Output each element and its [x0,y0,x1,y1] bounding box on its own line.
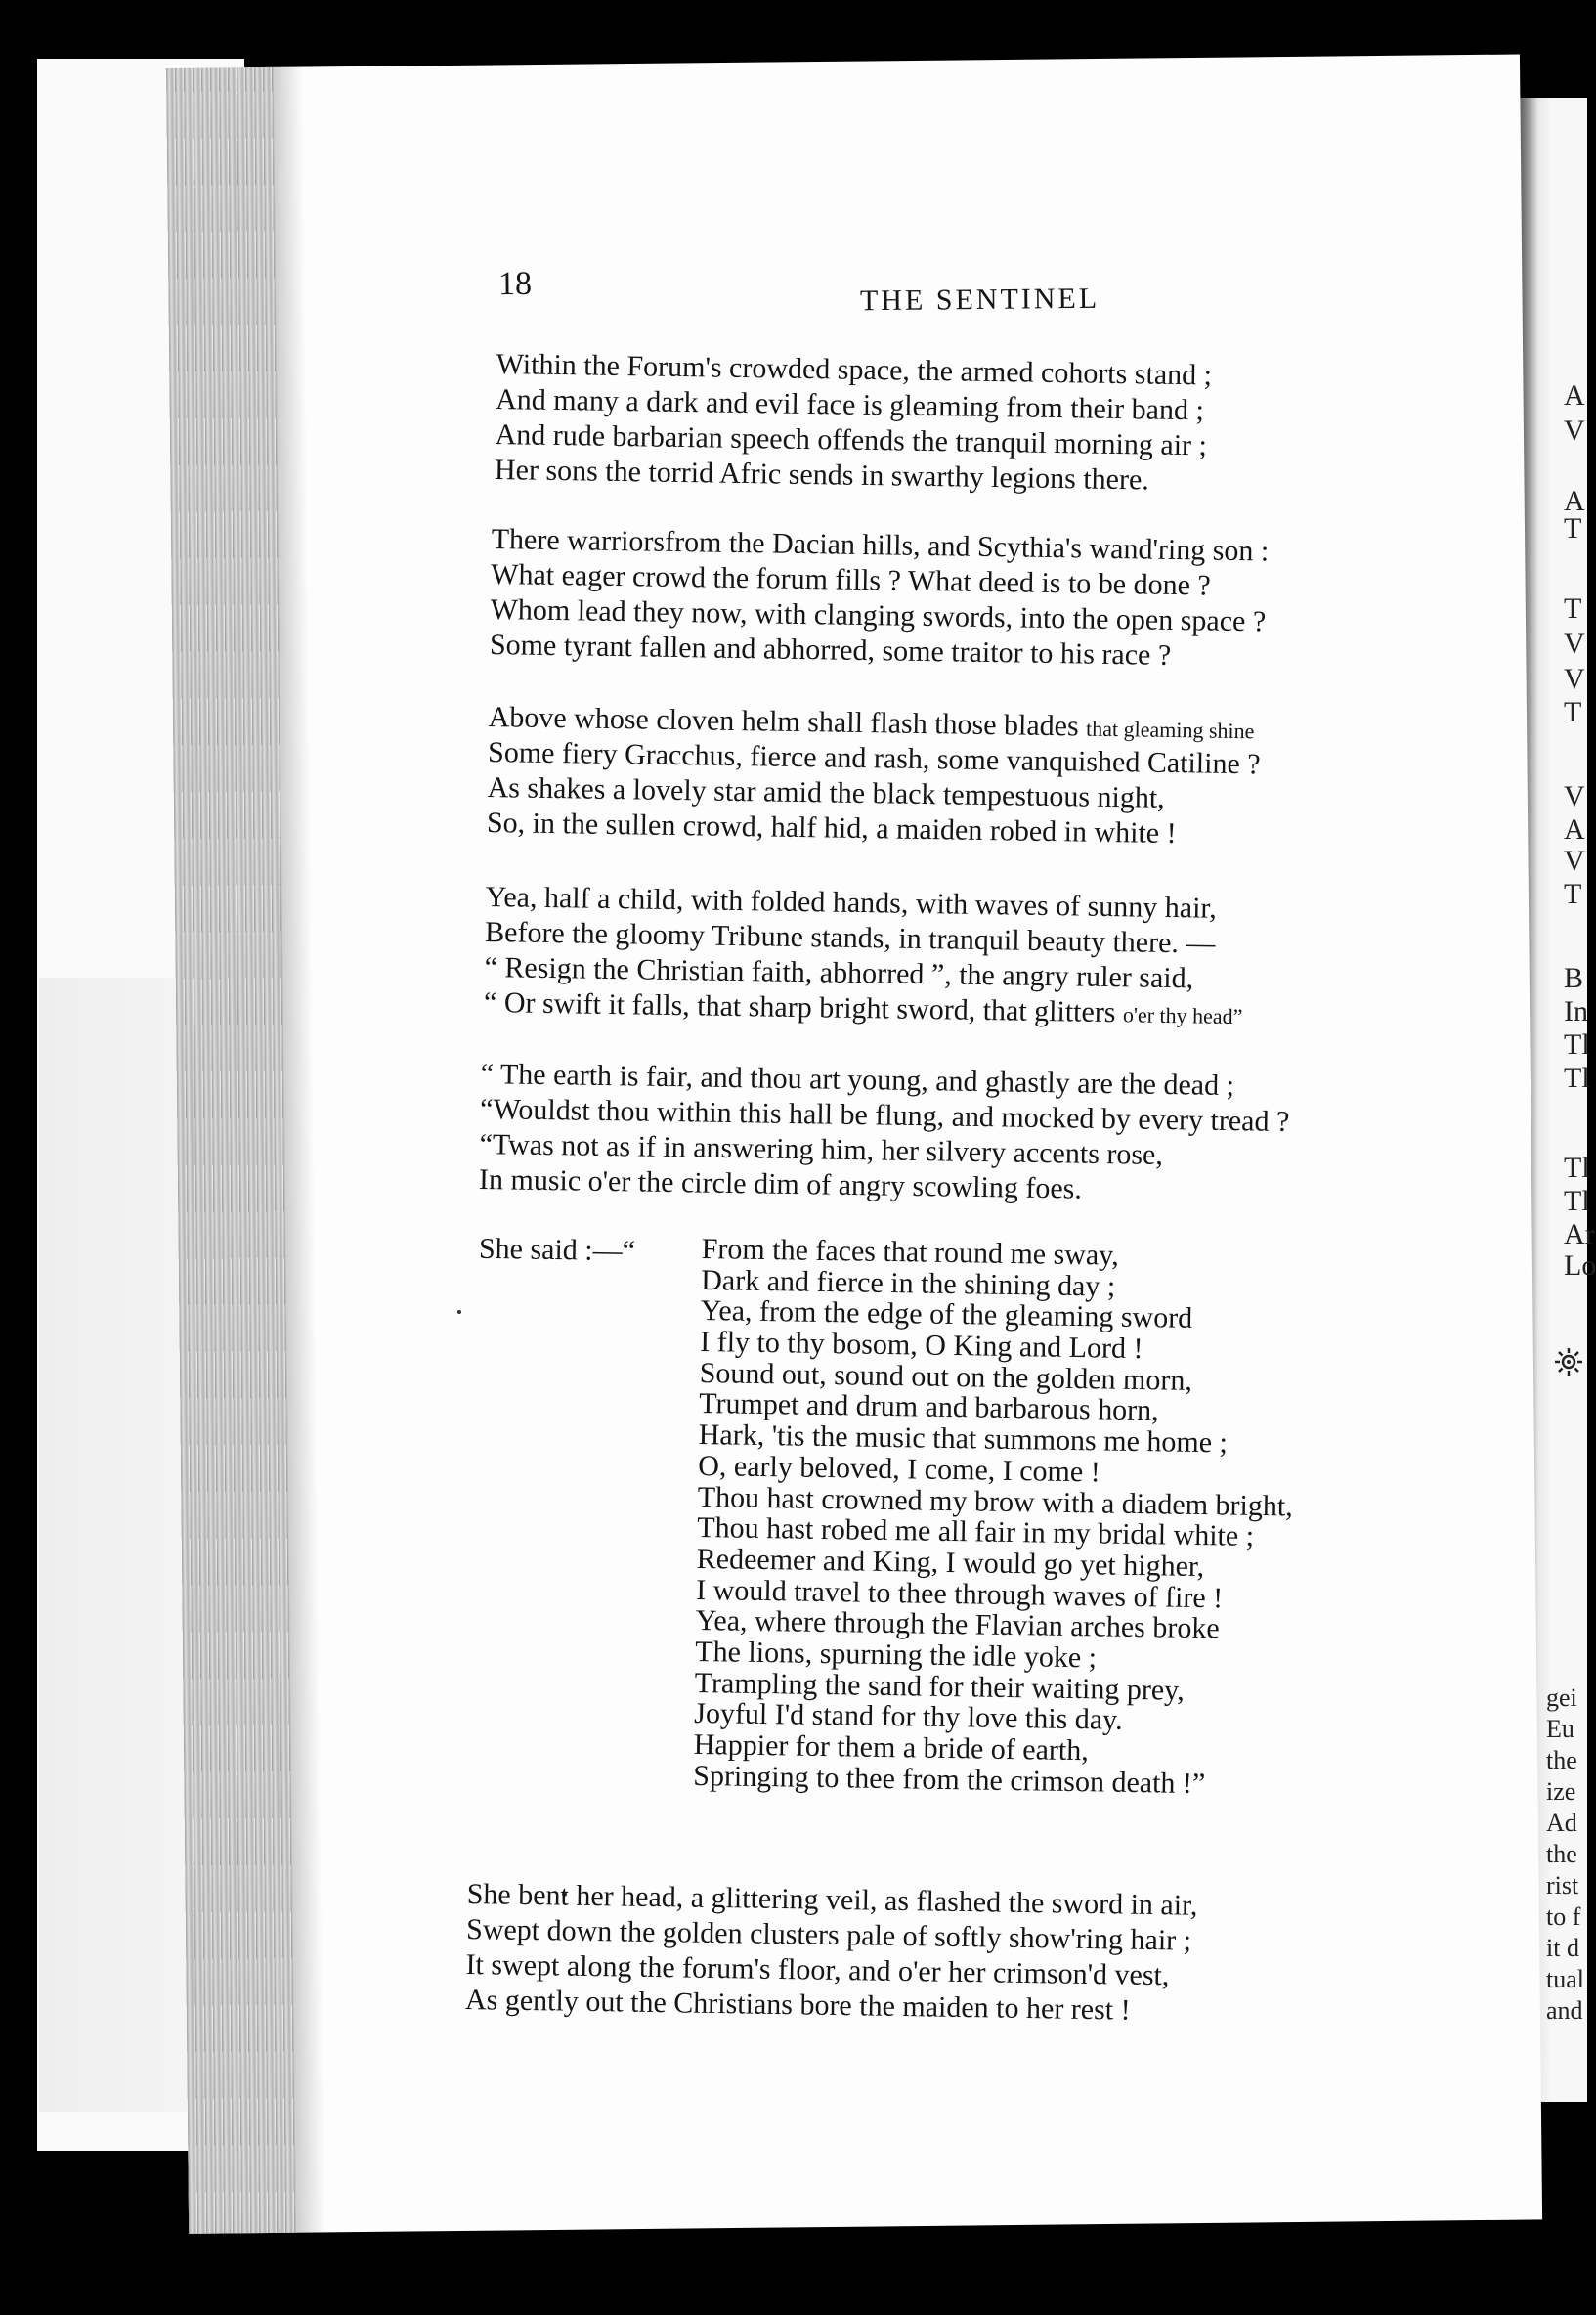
poem-line-text: Above whose cloven helm shall flash those blades [488,700,1079,743]
poem-line: In music o'er the circle dim of angry scowling foes. [478,1162,1083,1205]
speech-intro: She said :—“ [478,1232,636,1268]
poem-line: I fly to thy bosom, O King and Lord ! [700,1326,1143,1366]
facing-page-fragment: V [1564,628,1585,660]
page-number: 18 [497,265,533,303]
facing-page-fragment: T [1564,696,1582,728]
poem-line: Joyful I'd stand for thy love this day. [694,1697,1123,1737]
facing-page-fragment: Lo [1564,1249,1596,1282]
facing-page-fragment: Ad [1546,1809,1577,1837]
poem-line: There warriorsfrom the Dacian hills, and Scythia's wand'ring son : [491,522,1270,568]
ink-speck [457,1310,461,1314]
facing-page-fragment: T [1564,878,1582,910]
poem-line: “Twas not as if in answering him, her silvery accents rose, [479,1127,1164,1171]
poem-line: And rude barbarian speech offends the tranquil morning air ; [495,417,1208,462]
poem-line-text: “ Or swift it falls, that sharp bright sword, that glitters [483,985,1116,1029]
facing-page-fragment: Tl [1564,1062,1590,1094]
facing-page-fragment: A [1564,485,1585,517]
poem-line: Whom lead they now, with clanging swords, into the open space ? [490,592,1267,638]
facing-page-fragment: tual [1546,1965,1584,1993]
poem-line: Some fiery Gracchus, fierce and rash, some vanquished Catiline ? [487,735,1261,781]
facing-page-fragment: V [1564,415,1585,447]
poem-line: What eager crowd the forum fills ? What deed is to be done ? [490,557,1211,602]
facing-page-fragment: Tl [1564,1185,1590,1217]
poem-line: “ The earth is fair, and thou art young, and ghastly are the dead ; [480,1057,1235,1103]
poem-line: Springing to thee from the crimson death !” [693,1759,1206,1800]
poem-line: She bent her head, a glittering veil, as flashed the sword in air, [466,1877,1198,1922]
poem-line: From the faces that round me sway, [701,1233,1120,1272]
poem-line-small-text: that gleaming shine [1085,716,1255,744]
poem-line: “ Resign the Christian faith, abhorred ”, the angry ruler said, [484,950,1194,995]
facing-page-fragment: Eu [1546,1715,1574,1743]
poem-line: Sound out, sound out on the golden morn, [699,1356,1193,1397]
poem-line: Dark and fierce in the shining day ; [700,1263,1116,1303]
poem-line: “Wouldst thou within this hall be flung, and mocked by every tread ? [479,1092,1290,1139]
stanza-4 [484,880,1245,1032]
stanza-5 [479,1057,1290,1210]
poem-line: The lions, spurning the idle yoke ; [695,1635,1098,1675]
facing-page-fragment: B [1564,962,1584,994]
facing-page-fragment: A [1564,379,1585,412]
poem-line: Yea, where through the Flavian arches broke [695,1604,1220,1645]
facing-page-fragment: rist [1546,1871,1579,1900]
poem-line: Hark, 'tis the music that summons me home ; [698,1419,1229,1460]
facing-page-fragment: Tl [1564,1028,1590,1061]
poem-line: Trampling the sand for their waiting prey, [694,1666,1186,1707]
facing-page-fragment: and [1546,1996,1583,2025]
facing-page-fragment: it d [1546,1934,1579,1962]
stanza-3 [487,700,1262,852]
poem-line: It swept along the forum's floor, and o'er her crimson'd vest, [465,1947,1170,1992]
poem-line: So, in the sullen crowd, half hid, a maiden robed in white ! [486,806,1177,851]
running-head: THE SENTINEL [859,282,1100,318]
facing-page-fragment: Ar [1564,1218,1595,1250]
poem-line: Her sons the torrid Afric sends in swarthy legions there. [494,453,1150,497]
poem-line: Some tyrant fallen and abhorred, some traitor to his race ? [489,628,1172,672]
facing-page-fragment: to f [1546,1902,1581,1931]
poem-line: As gently out the Christians bore the maiden to her rest ! [464,1983,1131,2027]
speech-verse [693,1234,1297,1801]
facing-page-fragment: V [1564,663,1585,695]
poem-line: And many a dark and evil face is gleaming from their band ; [495,382,1205,427]
poem-line: Trumpet and drum and barbarous horn, [699,1387,1159,1427]
poem-line: Thou hast robed me all fair in my bridal white ; [697,1511,1255,1553]
poem-line: Yea, half a child, with folded hands, with waves of sunny hair, [485,880,1218,925]
facing-page-fragment: V [1564,845,1585,877]
facing-page-fragment: T [1564,512,1582,545]
facing-page-fragment: gei [1546,1683,1577,1712]
facing-page-fragment: V [1564,780,1585,812]
poem-line: Happier for them a bride of earth, [693,1727,1090,1768]
poem-line: Within the Forum's crowded space, the armed cohorts stand ; [496,347,1213,392]
facing-page-fragment: Tl [1564,1152,1590,1184]
facing-page-fragment: T [1564,592,1582,625]
facing-page-fragment: the [1546,1746,1577,1774]
stanza-1 [495,347,1213,499]
facing-page-fragment: A [1564,813,1585,846]
poem-line: I would travel to thee through waves of fire ! [696,1573,1224,1614]
stanza-2 [490,522,1270,675]
facing-page-fragment: ize [1546,1777,1576,1806]
poem-line: As shakes a lovely star amid the black tempestuous night, [487,770,1165,814]
poem-line-small-text: o'er thy head” [1122,1002,1243,1029]
final-stanza [465,1877,1198,2030]
poem-line: Yea, from the edge of the gleaming sword [700,1294,1193,1335]
facing-page-fragment: the [1546,1840,1577,1868]
poem-line: Before the gloomy Tribune stands, in tranquil beauty there. — [484,915,1216,960]
facing-page-fragment: In [1564,995,1588,1027]
poem-line: O, early beloved, I come, I come ! [698,1449,1100,1489]
poem-line: Swept down the golden clusters pale of softly show'ring hair ; [465,1912,1192,1957]
sun-ornament-icon [1554,1347,1583,1376]
poem-line: Thou hast crowned my brow with a diadem bright, [697,1480,1294,1523]
poem-line: Redeemer and King, I would go yet higher, [696,1542,1205,1583]
